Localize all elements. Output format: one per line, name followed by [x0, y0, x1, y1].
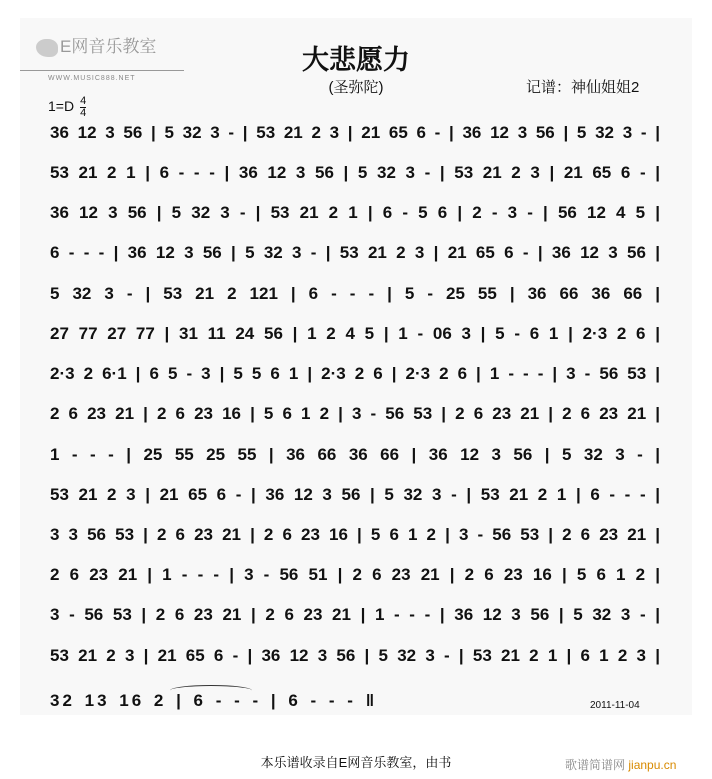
score-line: 53 21 2 3 | 21 65 6 - | 36 12 3 56 | 5 32 3 - | 53 21 2 1 | 6 1 2 3 |: [50, 646, 660, 665]
score-line: 27 77 27 77 | 31 11 24 56 | 1 2 4 5 | 1 - 06 3 | 5 - 6 1 | 2·3 2 6 |: [50, 324, 660, 343]
score-line: 32 13 16 2 | 6 - - - | 6 - - - ‖: [50, 691, 378, 710]
transcriber: 记谱：神仙姐姐2: [526, 79, 640, 96]
score-line: 6 - - - | 36 12 3 56 | 5 32 3 - | 53 21 2 3 | 21 65 6 - | 36 12 3 56 |: [50, 243, 660, 262]
score-line: 53 21 2 3 | 21 65 6 - | 36 12 3 56 | 5 32 3 - | 53 21 2 1 | 6 - - - |: [50, 485, 660, 504]
song-subtitle: (圣弥陀): [328, 79, 384, 96]
footer-note: 本乐谱收录自E网音乐教室，由书: [260, 755, 452, 770]
tie-mark: [170, 685, 252, 696]
site-logo: E网音乐教室: [36, 32, 156, 57]
score-line: 36 12 3 56 | 5 32 3 - | 53 21 2 3 | 21 65 6 - | 36 12 3 56 | 5 32 3 - |: [50, 123, 660, 142]
score-line: 36 12 3 56 | 5 32 3 - | 53 21 2 1 | 6 - 5 6 | 2 - 3 - | 56 12 4 5 |: [50, 203, 660, 222]
score-line: 5 32 3 - | 53 21 2 121 | 6 - - - | 5 - 25 55 | 36 66 36 66 |: [50, 284, 660, 303]
score-line: 3 - 56 53 | 2 6 23 21 | 2 6 23 21 | 1 - - - | 36 12 3 56 | 5 32 3 - |: [50, 605, 660, 624]
score-line: 3 3 56 53 | 2 6 23 21 | 2 6 23 16 | 5 6 1 2 | 3 - 56 53 | 2 6 23 21 |: [50, 525, 660, 544]
time-signature: $\frac{4}{4}$: [80, 95, 87, 119]
score-line: 53 21 2 1 | 6 - - - | 36 12 3 56 | 5 32 3 - | 53 21 2 3 | 21 65 6 - |: [50, 163, 660, 182]
key-signature: 1=D $\frac{4}{4}$: [48, 95, 87, 119]
watermark: 歌谱简谱网 jianpu.cn: [565, 758, 677, 772]
score-date: 2011-11-04: [590, 700, 640, 711]
score-line: 2·3 2 6·1 | 6 5 - 3 | 5 5 6 1 | 2·3 2 6 | 2·3 2 6 | 1 - - - | 3 - 56 53 |: [50, 364, 660, 383]
song-title: 大悲愿力: [302, 45, 410, 75]
logo-url: WWW.MUSIC888.NET: [48, 75, 136, 82]
score-line: 2 6 23 21 | 1 - - - | 3 - 56 51 | 2 6 23 21 | 2 6 23 16 | 5 6 1 2 |: [50, 565, 660, 584]
score-line: 2 6 23 21 | 2 6 23 16 | 5 6 1 2 | 3 - 56 53 | 2 6 23 21 | 2 6 23 21 |: [50, 404, 660, 423]
score-line: 1 - - - | 25 55 25 55 | 36 66 36 66 | 36 12 3 56 | 5 32 3 - |: [50, 445, 660, 464]
